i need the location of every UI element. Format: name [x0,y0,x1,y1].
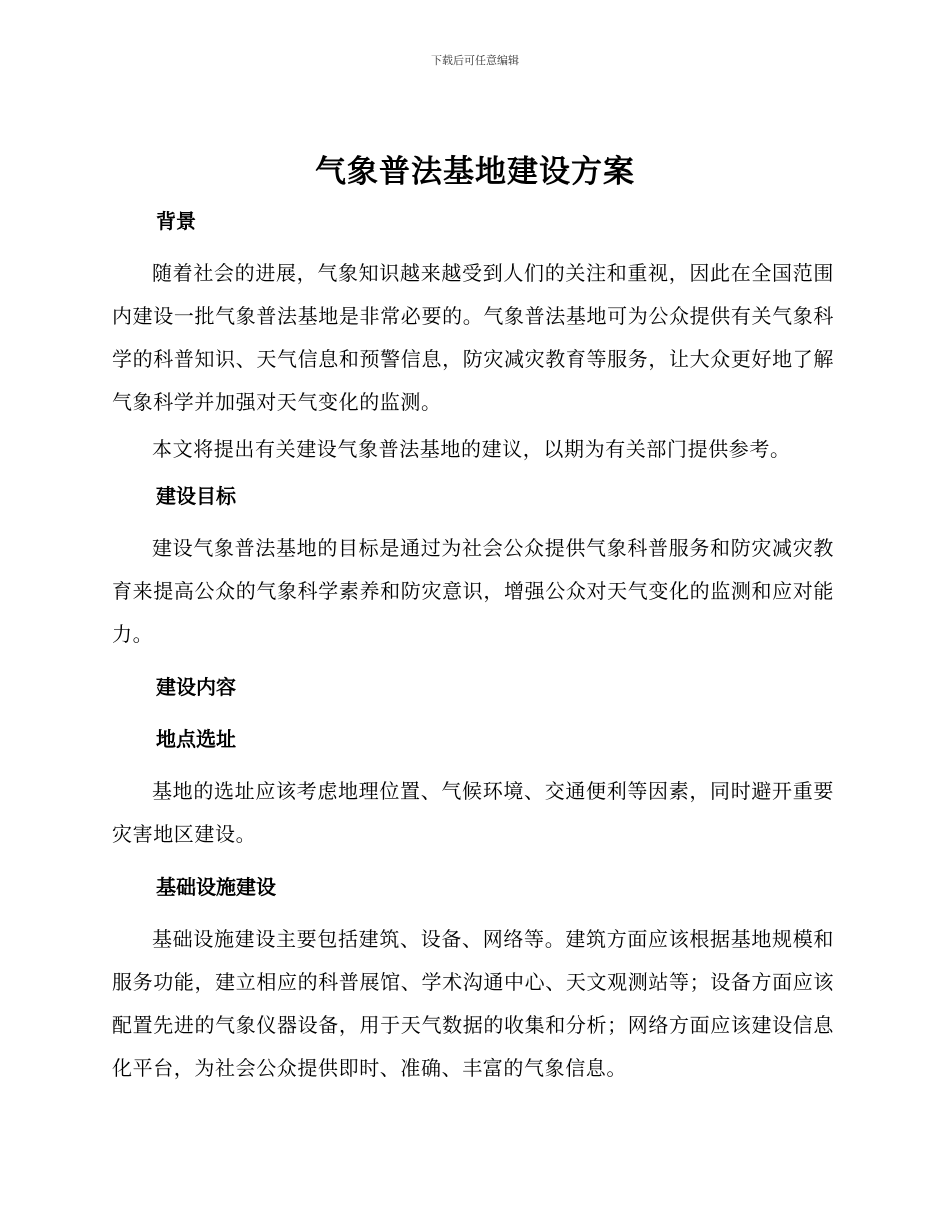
page-header-note: 下载后可任意编辑 [431,54,519,67]
section-heading-content: 建设内容 [156,675,236,699]
paragraph-background-1: 随着社会的进展，气象知识越来越受到人们的关注和重视，因此在全国范围内建设一批气象普法基地是非常必要的。气象普法基地可为公众提供有关气象科学的科普知识、天气信息和预警信息，防灾减灾教育等服务，让大众更好地了解气象科学并加强对天气变化的监测。 [112,261,834,414]
paragraph-infrastructure-1: 基础设施建设主要包括建筑、设备、网络等。建筑方面应该根据基地规模和服务功能，建立相应的科普展馆、学术沟通中心、天文观测站等；设备方面应该配置先进的气象仪器设备，用于天气数据的收集和分析；网络方面应该建设信息化平台，为社会公众提供即时、准确、丰富的气象信息。 [112,927,834,1080]
section-heading-background: 背景 [156,209,196,233]
paragraph-background-2: 本文将提出有关建设气象普法基地的建议，以期为有关部门提供参考。 [152,437,791,461]
paragraph-site-1: 基地的选址应该考虑地理位置、气候环境、交通便利等因素，同时避开重要灾害地区建设。 [112,779,834,846]
section-heading-infrastructure: 基础设施建设 [156,875,276,899]
document-title: 气象普法基地建设方案 [315,154,635,190]
document-body [112,200,834,1090]
paragraph-goal-1: 建设气象普法基地的目标是通过为社会公众提供气象科普服务和防灾减灾教育来提高公众的气象科学素养和防灾意识，增强公众对天气变化的监测和应对能力。 [112,536,834,646]
section-heading-goal: 建设目标 [156,484,236,508]
section-heading-site: 地点选址 [156,727,236,751]
